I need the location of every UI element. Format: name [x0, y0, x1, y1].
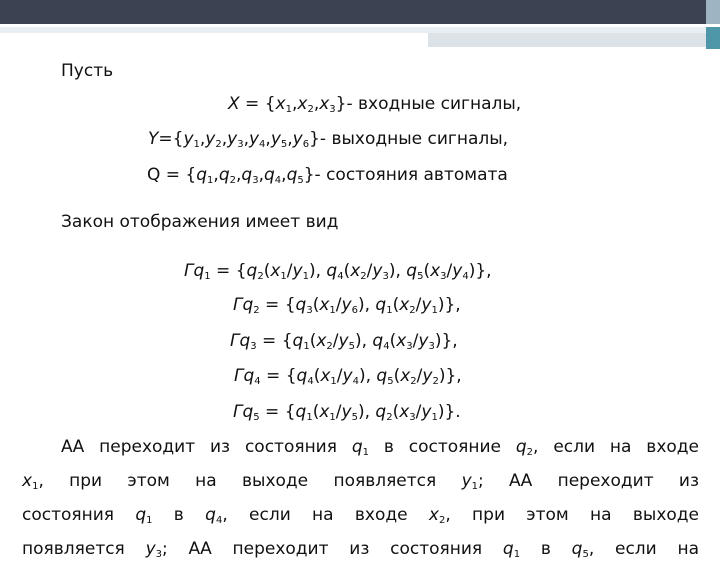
paragraph-line: $x_1$, при этом на выходе появляется $y_1$; АА переходит из — [22, 471, 699, 492]
mapping-line: $\Gamma q_2 = \{q_3(x_1/y_6)$, $q_1(x_2/y_1)$}, — [233, 295, 461, 316]
law-heading: Закон отображения имеет вид — [61, 212, 339, 232]
definition-q: $Q = \{q_1,q_2,q_3,q_4,q_5\}-$ состояния автомата — [147, 165, 508, 186]
paragraph-line: состояния $q_1$ в $q_4$, если на входе $x_2$, при этом на выходе — [22, 505, 700, 526]
slide-top-accent — [706, 0, 720, 24]
definition-x: $X = \{x_1,x_2,x_3\}-$ входные сигналы, — [228, 94, 522, 115]
mapping-line: $\Gamma q_1 = \{q_2(x_1/y_1)$, $q_4(x_2/y_3)$, $q_5(x_3/y_4)$}, — [184, 261, 492, 282]
slide-top-bar — [0, 0, 720, 24]
mapping-line: $\Gamma q_4 = \{q_4(x_1/y_4)$, $q_5(x_2/y_2)$}, — [234, 366, 462, 387]
mapping-line: $\Gamma q_3 = \{q_1(x_2/y_5)$, $q_4(x_3/y_3)$}, — [230, 331, 458, 352]
slide-stripe-right — [706, 27, 720, 49]
mapping-line: $\Gamma q_5 = \{q_1(x_1/y_5)$, $q_2(x_3/y_1)$}. — [233, 402, 461, 423]
intro-label: Пусть — [61, 61, 114, 81]
slide-stripe-mid — [428, 33, 706, 47]
transition-paragraph — [0, 430, 720, 560]
definition-y: $Y=\{y_1,y_2,y_3,y_4,y_5,y_6\}-$ выходные сигналы, — [148, 129, 509, 150]
paragraph-line: появляется $y_3$; АА переходит из состояния $q_1$ в $q_5$, если на — [22, 539, 699, 560]
paragraph-line: АА переходит из состояния $q_1$ в состояние $q_2$, если на входе — [61, 437, 699, 458]
